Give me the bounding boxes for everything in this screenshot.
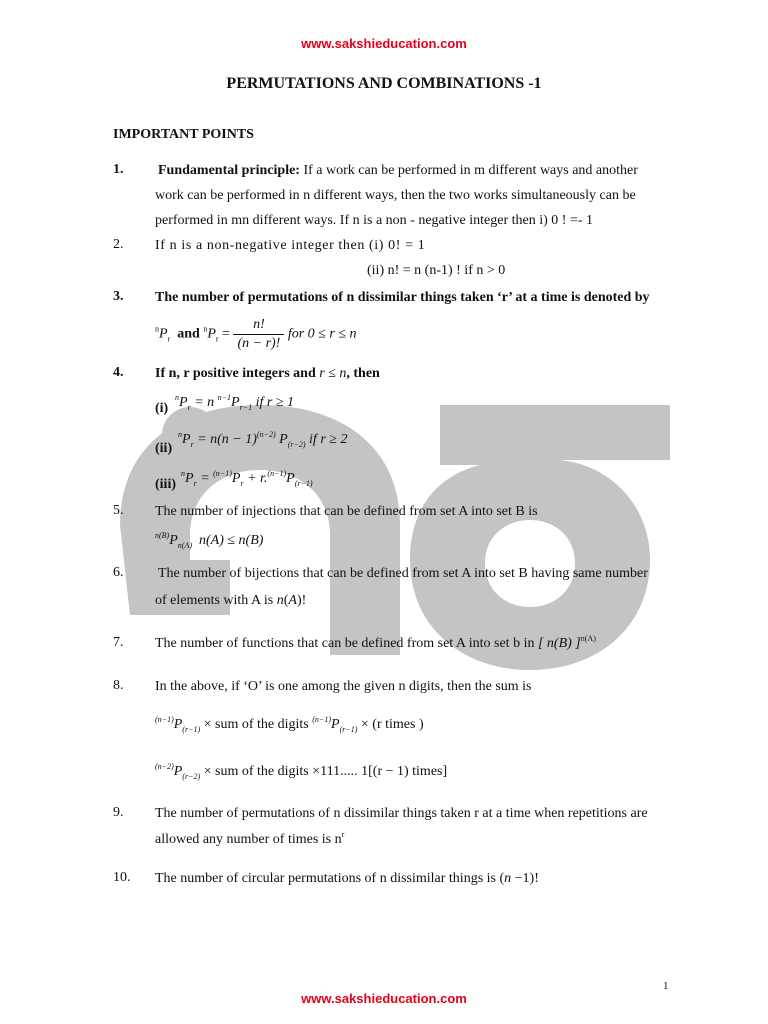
header-site-link[interactable]: www.sakshieducation.com [301, 36, 467, 51]
item-4-number: 4. [113, 365, 124, 380]
item-6-line-1: The number of bijections that can be defined from set A into set B having same number [158, 566, 648, 581]
item-4-sub-iii: (iii) [155, 477, 176, 492]
item-2-line-1: If n is a non-negative integer then (i) 0! = 1 [155, 238, 426, 253]
item-1-line-2: work can be performed in n different ways, then the two works simultaneously can be [155, 188, 636, 203]
item-8-number: 8. [113, 678, 124, 693]
page-number: 1 [663, 980, 669, 992]
item-5-line-1: The number of injections that can be defined from set A into set B is [155, 504, 538, 519]
item-4-formula-ii: $^nP_r = n(n - 1)^{(n-2)}$ $P_{(r-2)}$ if r ≥ 2 [178, 430, 348, 449]
item-10-number: 10. [113, 870, 131, 885]
item-1-line-1 [158, 162, 638, 180]
item-1-text: If a work can be performed in m different ways and another [303, 163, 638, 178]
item-4-sub-i: (i) [155, 401, 169, 416]
item-3-formula: $^nP_r$ and $^nP_r$ = $\frac{n!}{(n - r)!}$ for 0 ≤ r ≤ n [155, 317, 357, 351]
item-6-number: 6. [113, 565, 124, 580]
item-8-formula-1: $^{(n-1)}P_{(r-1)}$ × sum of the digits $^{(n-1)}P_{(r-1)} \times (r$ times ) [155, 715, 424, 734]
item-3-and: and [177, 326, 200, 342]
permutation-fraction: $\frac{n!}{(n - r)!}$ [233, 316, 284, 353]
item-4-formula-iii: $^nP_r = ^{(n-1)}P_r + r.^{(n-1)}P_{(r-1)}$ [181, 469, 313, 488]
item-1-line-3: performed in mn different ways. If n is a non - negative integer then i) 0 ! =- 1 [155, 213, 593, 228]
item-5-number: 5. [113, 503, 124, 518]
item-1-number: 1. [113, 162, 124, 177]
section-heading: IMPORTANT POINTS [113, 127, 254, 142]
item-3-condition: for 0 ≤ r ≤ n [287, 326, 357, 342]
page-title: PERMUTATIONS AND COMBINATIONS -1 [226, 75, 542, 92]
footer-site-link[interactable]: www.sakshieducation.com [301, 991, 467, 1006]
item-3-line-1: The number of permutations of n dissimilar things taken ‘r’ at a time is denoted by [155, 290, 650, 305]
item-9-number: 9. [113, 805, 124, 820]
item-6-line-2: of elements with A is n(A)! [155, 593, 307, 608]
item-3-number: 3. [113, 289, 124, 304]
item-10-line-1: The number of circular permutations of n dissimilar things is (n −1)! [155, 871, 539, 886]
item-9-line-1: The number of permutations of n dissimilar things taken r at a time when repetitions are [155, 806, 648, 821]
item-4-line-1: If n, r positive integers and r ≤ n, then [155, 366, 380, 381]
item-5-formula: $^{n(B)}P_{n(A)}$ n(A) ≤ n(B) [155, 531, 264, 550]
item-8-line-1: In the above, if ‘O’ is one among the given n digits, then the sum is [155, 679, 532, 694]
item-4-formula-i: $^nP_r = n$ $^{n-1}P_{r-1}$ if r ≥ 1 [175, 393, 295, 412]
item-7-line-1: The number of functions that can be defined from set A into set b in [ n(B) ]$^{n(A)}$ [155, 634, 596, 651]
item-2-line-2: (ii) n! = n (n-1) ! if n > 0 [367, 263, 506, 278]
item-9-line-2: allowed any number of times is $n^r$ [155, 830, 345, 847]
item-8-formula-2: $^{(n-2)}P_{(r-2)}$ × sum of the digits ×111..... 1[(r − 1) times] [155, 762, 448, 781]
item-7-number: 7. [113, 635, 124, 650]
item-2-number: 2. [113, 237, 124, 252]
item-4-sub-ii: (ii) [155, 441, 173, 456]
item-1-label: Fundamental principle: [158, 163, 300, 178]
